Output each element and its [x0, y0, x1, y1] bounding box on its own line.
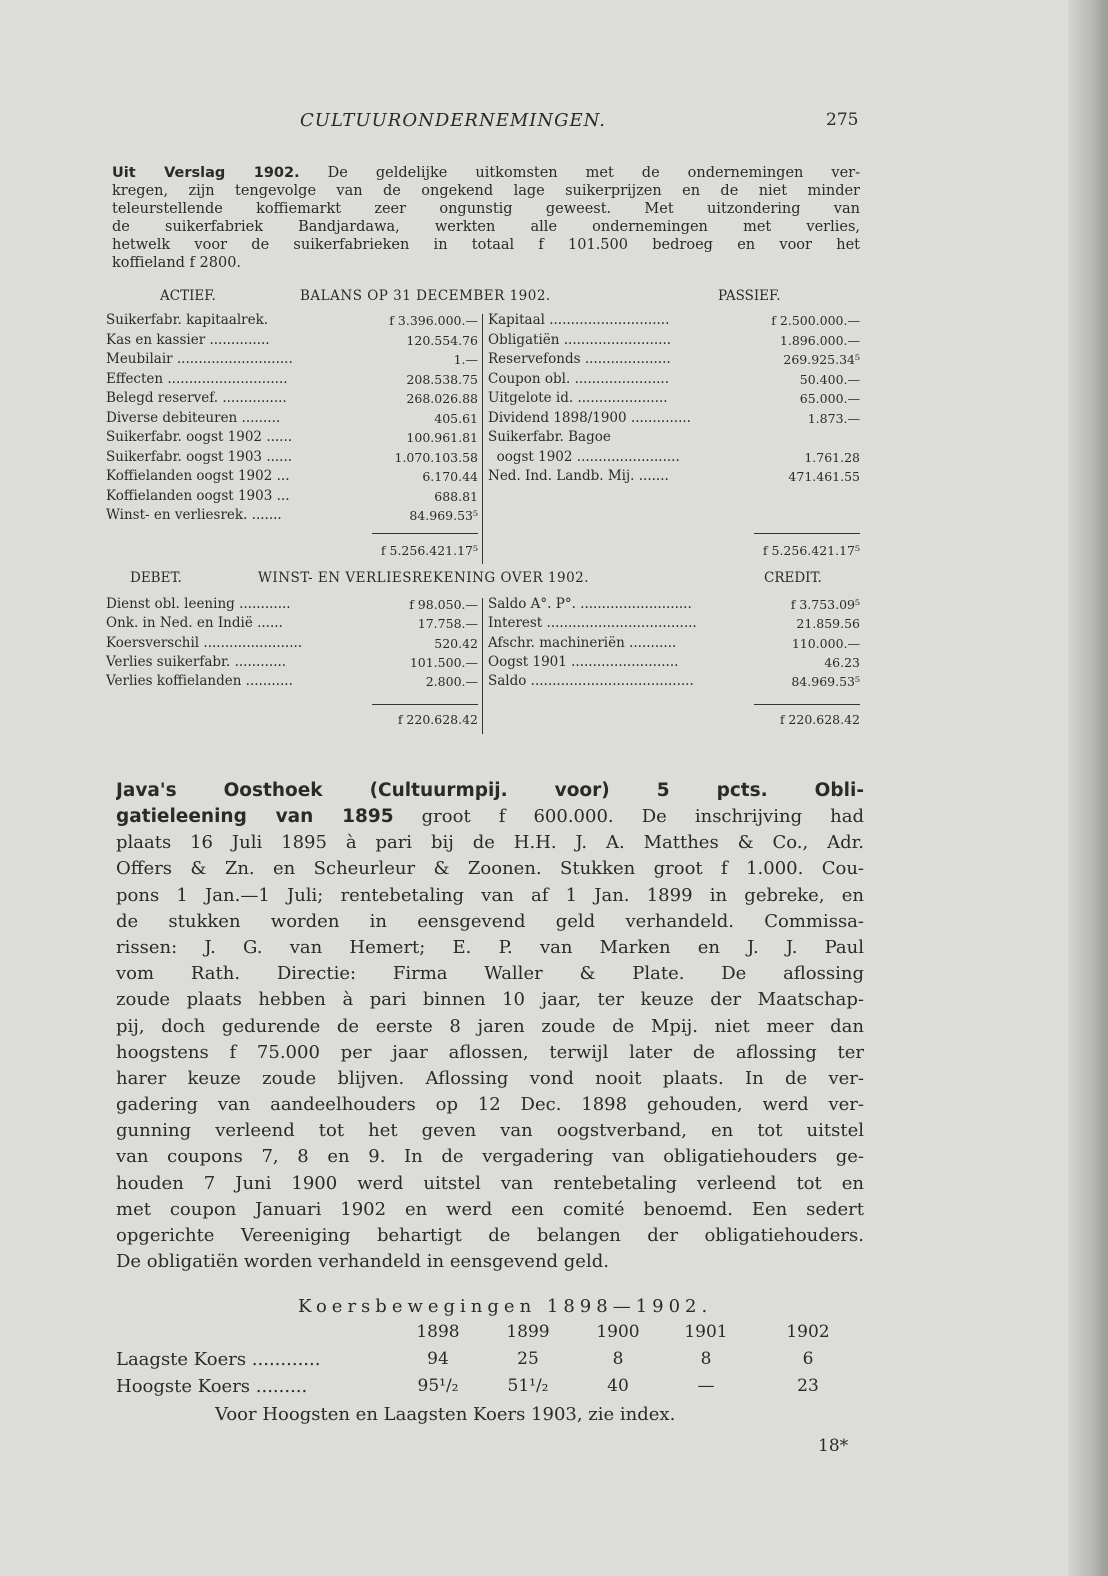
ledger-row — [488, 596, 860, 615]
ledger-value: 688.81 — [434, 488, 478, 504]
ledger-value: 208.538.75 — [406, 371, 478, 387]
winst-credit-list — [488, 596, 860, 692]
java-line: gatieleening van 1895 groot f 600.000. De inschrijving had — [116, 806, 864, 827]
java-line: gadering van aandeelhouders op 12 Dec. 1898 gehouden, werd ver- — [116, 1094, 864, 1116]
ledger-value: f 2.500.000.— — [771, 313, 860, 328]
ledger-row — [488, 654, 860, 673]
koers-cell: 6 — [802, 1349, 814, 1369]
ledger-label: Koffielanden oogst 1903 ... — [106, 487, 290, 504]
ledger-label: Dienst obl. leening ............ — [106, 596, 291, 612]
java-line: gunning verleend tot het geven van oogstverband, en tot uitstel — [116, 1120, 864, 1142]
ledger-label: Suikerfabr. oogst 1903 ...... — [106, 448, 293, 465]
ledger-label: Suikerfabr. kapitaalrek. — [106, 312, 269, 328]
koers-cell: — — [697, 1376, 715, 1396]
verslag-line: de suikerfabriek Bandjardawa, werkten alle ondernemingen met verlies, — [112, 219, 860, 235]
java-line: van coupons 7, 8 en 9. In de vergadering van obligatiehouders ge- — [116, 1146, 864, 1168]
ledger-value: 1.— — [453, 352, 478, 367]
ledger-label: Effecten ............................ — [106, 370, 288, 387]
koers-laagste-label: Laagste Koers ............ — [116, 1349, 321, 1370]
book-spine-shadow — [1068, 0, 1108, 1576]
ledger-row — [488, 332, 860, 352]
ledger-value: 1.896.000.— — [779, 332, 860, 348]
verslag-line: hetwelk voor de suikerfabrieken in totaal f 101.500 bedroeg en voor het — [112, 237, 860, 253]
ledger-value: 269.925.34⁵ — [783, 352, 860, 367]
balans-actief-list — [106, 312, 478, 527]
koers-title: Koersbewegingen 1898—1902. — [298, 1296, 713, 1317]
ledger-row — [106, 507, 478, 527]
koers-cell: 8 — [700, 1349, 712, 1369]
ledger-row — [106, 635, 478, 654]
balans-title: BALANS OP 31 DECEMBER 1902. — [300, 288, 551, 304]
ledger-value: 2.800.— — [425, 674, 478, 690]
ledger-label: Belegd reservef. ............... — [106, 390, 287, 406]
verslag-line: kregen, zijn tengevolge van de ongekend lage suikerprijzen en de niet minder — [112, 183, 860, 199]
ledger-label: Kas en kassier .............. — [106, 331, 270, 348]
ledger-value: 100.961.81 — [406, 430, 478, 445]
ledger-row — [106, 615, 478, 634]
ledger-row — [106, 468, 478, 488]
koers-cell: 1902 — [786, 1322, 830, 1342]
ledger-value: 1.873.— — [807, 410, 860, 426]
java-line: rissen: J. G. van Hemert; E. P. van Marken en J. J. Paul — [116, 936, 864, 958]
winst-total-left: f 220.628.42 — [397, 712, 478, 727]
koers-cell: 1900 — [596, 1322, 640, 1342]
ledger-value: 120.554.76 — [406, 332, 478, 348]
java-line: harer keuze zoude blijven. Aflossing vond nooit plaats. In de ver- — [116, 1067, 864, 1089]
ledger-row — [106, 654, 478, 673]
balans-passief-heading: PASSIEF. — [718, 288, 781, 304]
ledger-label: oogst 1902 ........................ — [488, 448, 680, 465]
koers-note: Voor Hoogsten en Laagsten Koers 1903, zie index. — [215, 1404, 676, 1425]
ledger-value: 84.969.53⁵ — [791, 674, 860, 690]
verslag-line: Uit Verslag 1902. De geldelijke uitkomsten met de ondernemingen ver- — [112, 165, 860, 181]
koers-hoogste-label: Hoogste Koers ......... — [116, 1376, 308, 1397]
java-line: vom Rath. Directie: Firma Waller & Plate. De aflossing — [116, 963, 864, 985]
ledger-value: 46.23 — [824, 654, 860, 670]
ledger-label: Uitgelote id. ..................... — [488, 390, 668, 406]
ledger-label: Saldo ...................................... — [488, 673, 694, 690]
verslag-line: teleurstellende koffiemarkt zeer ongunstig geweest. Met uitzondering van — [112, 201, 860, 217]
ledger-value: 110.000.— — [791, 635, 860, 651]
ledger-value: 405.61 — [434, 410, 478, 426]
page-number: 275 — [826, 110, 859, 130]
winst-credit-heading: CREDIT. — [764, 570, 822, 586]
ledger-value: 520.42 — [434, 635, 478, 651]
ledger-label: Interest ................................... — [488, 615, 697, 632]
ledger-row — [488, 615, 860, 634]
ledger-value: 21.859.56 — [796, 616, 860, 632]
ledger-value: 17.758.— — [417, 616, 478, 632]
ledger-label: Koffielanden oogst 1902 ... — [106, 468, 290, 484]
running-header: CULTUURONDERNEMINGEN. — [300, 110, 606, 131]
winst-rule-right — [754, 704, 860, 705]
java-line: hoogstens f 75.000 per jaar aflossen, terwijl later de aflossing ter — [116, 1041, 864, 1063]
java-line: plaats 16 Juli 1895 à pari bij de H.H. J. A. Matthes & Co., Adr. — [116, 832, 864, 854]
ledger-row — [488, 410, 860, 430]
balans-rule-right — [754, 533, 860, 534]
ledger-value: 471.461.55 — [788, 469, 860, 484]
ledger-label: Kapitaal ............................ — [488, 312, 670, 328]
ledger-label: Dividend 1898/1900 .............. — [488, 409, 691, 426]
ledger-row — [488, 429, 860, 449]
ledger-row — [488, 449, 860, 469]
java-line: pij, doch gedurende de eerste 8 jaren zoude de Mpij. niet meer dan — [116, 1015, 864, 1037]
balans-actief-heading: ACTIEF. — [160, 288, 216, 304]
ledger-row — [106, 488, 478, 508]
ledger-row — [488, 390, 860, 410]
koers-cell: 51¹/₂ — [507, 1376, 549, 1396]
ledger-row — [488, 312, 860, 332]
koers-cell: 1898 — [416, 1322, 460, 1342]
ledger-row — [488, 468, 860, 488]
ledger-value: 1.070.103.58 — [394, 449, 478, 465]
ledger-value: 50.400.— — [799, 371, 860, 387]
ledger-label: Suikerfabr. Bagoe — [488, 429, 611, 445]
ledger-label: Afschr. machineriën ........... — [488, 634, 677, 651]
koers-cell: 1899 — [506, 1322, 550, 1342]
ledger-value: f 3.396.000.— — [389, 313, 478, 328]
ledger-label: Saldo A°. P°. .......................... — [488, 596, 692, 612]
winst-debet-heading: DEBET. — [130, 570, 182, 586]
ledger-row — [106, 371, 478, 391]
balans-rule-left — [372, 533, 478, 534]
ledger-value: f 98.050.— — [409, 597, 478, 612]
ledger-label: Oogst 1901 ......................... — [488, 653, 679, 670]
java-line: Offers & Zn. en Scheurleur & Zoonen. Stukken groot f 1.000. Cou- — [116, 858, 864, 880]
ledger-label: Obligatiën ......................... — [488, 331, 672, 348]
java-line: zoude plaats hebben à pari binnen 10 jaar, ter keuze der Maatschap- — [116, 989, 864, 1011]
balans-total-left: f 5.256.421.17⁵ — [380, 543, 478, 558]
ledger-row — [106, 410, 478, 430]
signature-mark: 18* — [818, 1436, 849, 1456]
ledger-row — [488, 371, 860, 391]
verslag-line: koffieland f 2800. — [112, 255, 242, 271]
verslag-lead: Uit Verslag 1902. — [112, 165, 300, 181]
java-line: pons 1 Jan.—1 Juli; rentebetaling van af 1 Jan. 1899 in gebreke, en — [116, 884, 864, 906]
koers-cell: 23 — [797, 1376, 819, 1396]
ledger-row — [106, 390, 478, 410]
ledger-label: Meubilair ........................... — [106, 351, 293, 367]
java-line: houden 7 Juni 1900 werd uitstel van rentebetaling verleend tot en — [116, 1172, 864, 1194]
java-line: de stukken worden in eensgevend geld verhandeld. Commissa- — [116, 910, 864, 932]
ledger-row — [488, 635, 860, 654]
ledger-label: Coupon obl. ...................... — [488, 370, 669, 387]
java-line: opgerichte Vereeniging behartigt de belangen der obligatiehouders. — [116, 1225, 864, 1246]
ledger-row — [488, 351, 860, 371]
balans-divider — [482, 314, 483, 564]
ledger-value: 65.000.— — [799, 391, 860, 406]
winst-divider — [482, 598, 483, 734]
ledger-row — [106, 332, 478, 352]
ledger-label: Diverse debiteuren ......... — [106, 409, 281, 426]
balans-total-right: f 5.256.421.17⁵ — [762, 543, 860, 558]
koers-cell: 95¹/₂ — [417, 1376, 459, 1396]
ledger-label: Onk. in Ned. en Indië ...... — [106, 615, 283, 632]
ledger-row — [106, 596, 478, 615]
ledger-label: Winst- en verliesrek. ....... — [106, 507, 282, 523]
winst-debet-list — [106, 596, 478, 692]
ledger-value: 268.026.88 — [406, 391, 478, 406]
ledger-label: Reservefonds .................... — [488, 351, 671, 367]
ledger-label: Ned. Ind. Landb. Mij. ....... — [488, 468, 669, 484]
ledger-value: 1.761.28 — [804, 449, 860, 465]
ledger-value: f 3.753.09⁵ — [790, 597, 860, 612]
java-line: De obligatiën worden verhandeld in eensgevend geld. — [116, 1251, 609, 1273]
ledger-row — [106, 673, 478, 692]
java-body-lines — [116, 830, 864, 1249]
ledger-label: Koersverschil ....................... — [106, 634, 303, 651]
ledger-label: Verlies koffielanden ........... — [106, 673, 293, 690]
verslag-paragraph — [112, 164, 860, 272]
winst-total-right: f 220.628.42 — [779, 712, 860, 727]
koers-cell: 25 — [517, 1349, 539, 1369]
winst-rule-left — [372, 704, 478, 705]
koers-cell: 94 — [427, 1349, 449, 1369]
koers-cell: 8 — [612, 1349, 624, 1369]
balans-passief-list — [488, 312, 860, 488]
ledger-value: 6.170.44 — [422, 469, 478, 484]
ledger-row — [106, 351, 478, 371]
java-oosthoek-section — [116, 778, 864, 1275]
java-line: met coupon Januari 1902 en werd een comité benoemd. Een sedert — [116, 1198, 864, 1220]
koers-cell: 1901 — [684, 1322, 728, 1342]
ledger-row — [106, 449, 478, 469]
ledger-row — [106, 429, 478, 449]
ledger-label: Verlies suikerfabr. ............ — [106, 653, 287, 670]
ledger-row — [488, 673, 860, 692]
winst-title: WINST- EN VERLIESREKENING OVER 1902. — [258, 570, 590, 586]
koers-cell: 40 — [607, 1376, 629, 1396]
ledger-label: Suikerfabr. oogst 1902 ...... — [106, 429, 293, 445]
ledger-value: 84.969.53⁵ — [409, 508, 478, 523]
ledger-value: 101.500.— — [409, 654, 478, 670]
java-title: Java's Oosthoek (Cultuurmpij. voor) 5 pcts. Obli- — [116, 780, 864, 801]
ledger-row — [106, 312, 478, 332]
